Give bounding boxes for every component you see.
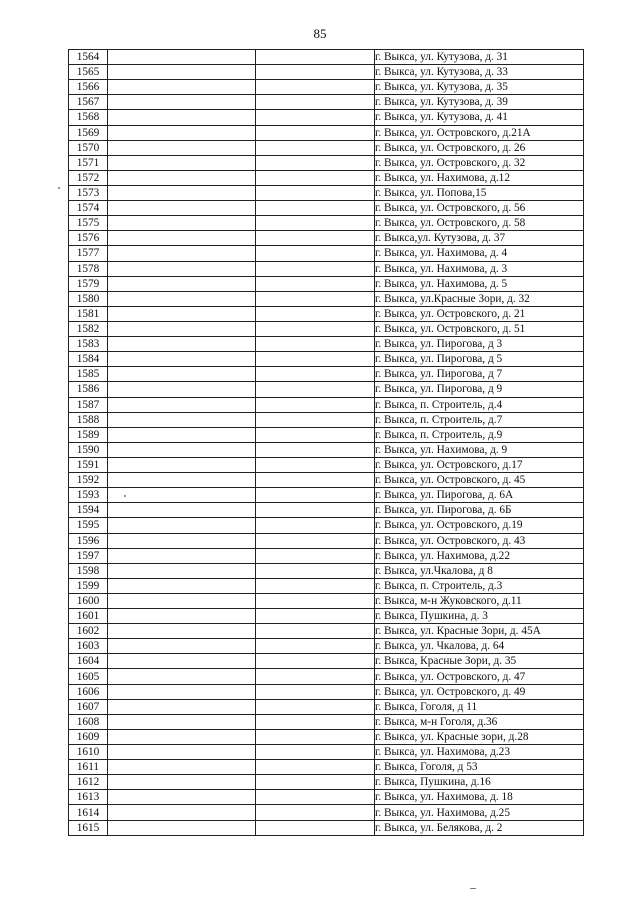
row-number-cell: 1574: [69, 201, 108, 216]
empty-cell: [108, 185, 256, 200]
empty-cell: [108, 50, 256, 65]
table-row: [69, 170, 584, 185]
row-number-cell: 1607: [69, 699, 108, 714]
row-number-cell: 1603: [69, 639, 108, 654]
row-number-cell: 1566: [69, 80, 108, 95]
address-cell: г. Выкса, ул. Пирогова, д 7: [375, 367, 584, 382]
table-row: [69, 306, 584, 321]
address-cell: г. Выкса, Пушкина, д. 3: [375, 609, 584, 624]
row-number-cell: 1613: [69, 790, 108, 805]
address-cell: г. Выкса, ул. Нахимова, д.23: [375, 745, 584, 760]
row-number-cell: 1575: [69, 216, 108, 231]
empty-cell: [256, 427, 375, 442]
empty-cell: [108, 503, 256, 518]
empty-cell: [256, 745, 375, 760]
address-cell: г. Выкса, ул.Красные Зори, д. 32: [375, 291, 584, 306]
empty-cell: [108, 442, 256, 457]
address-cell: г. Выкса, ул. Нахимова, д. 9: [375, 442, 584, 457]
row-number-cell: 1573: [69, 185, 108, 200]
empty-cell: [256, 457, 375, 472]
empty-cell: [108, 427, 256, 442]
empty-cell: [256, 548, 375, 563]
empty-cell: [256, 503, 375, 518]
empty-cell: [256, 125, 375, 140]
empty-cell: [108, 201, 256, 216]
table-row: [69, 231, 584, 246]
table-row: [69, 216, 584, 231]
empty-cell: [256, 699, 375, 714]
empty-cell: [256, 65, 375, 80]
address-cell: г. Выкса, ул. Пирогова, д 3: [375, 337, 584, 352]
table-row: [69, 714, 584, 729]
address-cell: г. Выкса, ул. Островского, д. 21: [375, 306, 584, 321]
table-row: [69, 246, 584, 261]
table-row: [69, 155, 584, 170]
table-row: [69, 352, 584, 367]
empty-cell: [256, 805, 375, 820]
address-cell: г. Выкса, ул. Островского, д. 51: [375, 321, 584, 336]
empty-cell: [256, 609, 375, 624]
row-number-cell: 1567: [69, 95, 108, 110]
page-number: 85: [313, 26, 327, 41]
table-row: [69, 488, 584, 503]
address-cell: г. Выкса, ул. Кутузова, д. 41: [375, 110, 584, 125]
address-cell: г. Выкса, Гоголя, д 53: [375, 760, 584, 775]
table-row: [69, 699, 584, 714]
address-cell: г. Выкса, ул. Белякова, д. 2: [375, 820, 584, 835]
empty-cell: [108, 246, 256, 261]
empty-cell: [108, 533, 256, 548]
row-number-cell: 1583: [69, 337, 108, 352]
table-row: [69, 820, 584, 835]
empty-cell: [108, 473, 256, 488]
empty-cell: [108, 306, 256, 321]
empty-cell: [256, 639, 375, 654]
empty-cell: [256, 276, 375, 291]
row-number-cell: 1587: [69, 397, 108, 412]
row-number-cell: 1584: [69, 352, 108, 367]
empty-cell: [108, 140, 256, 155]
empty-cell: [108, 775, 256, 790]
row-number-cell: 1568: [69, 110, 108, 125]
empty-cell: [256, 790, 375, 805]
table-row: [69, 367, 584, 382]
table-row: [69, 276, 584, 291]
empty-cell: [108, 155, 256, 170]
address-cell: г. Выкса, ул. Нахимова, д.12: [375, 170, 584, 185]
row-number-cell: 1578: [69, 261, 108, 276]
address-cell: г. Выкса, Красные Зори, д. 35: [375, 654, 584, 669]
scan-speck: [470, 888, 476, 889]
empty-cell: [256, 291, 375, 306]
empty-cell: [108, 412, 256, 427]
empty-cell: [256, 563, 375, 578]
empty-cell: [108, 518, 256, 533]
address-cell: г. Выкса,ул. Кутузова, д. 37: [375, 231, 584, 246]
empty-cell: [108, 261, 256, 276]
address-cell: г. Выкса, ул. Островского, д.19: [375, 518, 584, 533]
empty-cell: [256, 140, 375, 155]
empty-cell: [108, 760, 256, 775]
table-row: [69, 261, 584, 276]
address-cell: г. Выкса, ул. Кутузова, д. 33: [375, 65, 584, 80]
table-row: [69, 442, 584, 457]
empty-cell: [108, 609, 256, 624]
table-row: [69, 729, 584, 744]
empty-cell: [256, 110, 375, 125]
empty-cell: [256, 654, 375, 669]
table-row: [69, 65, 584, 80]
table-row: [69, 654, 584, 669]
empty-cell: [256, 473, 375, 488]
address-table: [68, 49, 584, 836]
empty-cell: [256, 397, 375, 412]
address-cell: г. Выкса, п. Строитель, д.7: [375, 412, 584, 427]
empty-cell: [108, 654, 256, 669]
empty-cell: [256, 578, 375, 593]
row-number-cell: 1593: [69, 488, 108, 503]
empty-cell: [256, 820, 375, 835]
scan-speck: [124, 495, 126, 497]
table-row: [69, 201, 584, 216]
address-cell: г. Выкса, ул. Нахимова, д. 3: [375, 261, 584, 276]
address-cell: г. Выкса, ул. Красные Зори, д. 45А: [375, 624, 584, 639]
address-cell: г. Выкса, п. Строитель, д.4: [375, 397, 584, 412]
row-number-cell: 1576: [69, 231, 108, 246]
address-cell: г. Выкса, ул. Нахимова, д.22: [375, 548, 584, 563]
table-row: [69, 50, 584, 65]
empty-cell: [108, 684, 256, 699]
row-number-cell: 1599: [69, 578, 108, 593]
address-cell: г. Выкса, Гоголя, д 11: [375, 699, 584, 714]
table-row: [69, 760, 584, 775]
row-number-cell: 1597: [69, 548, 108, 563]
empty-cell: [108, 170, 256, 185]
address-cell: г. Выкса, ул.Чкалова, д 8: [375, 563, 584, 578]
address-cell: г. Выкса, ул. Чкалова, д. 64: [375, 639, 584, 654]
address-cell: г. Выкса, ул. Островского, д. 43: [375, 533, 584, 548]
row-number-cell: 1577: [69, 246, 108, 261]
table-row: [69, 80, 584, 95]
empty-cell: [256, 337, 375, 352]
empty-cell: [108, 563, 256, 578]
address-cell: г. Выкса, ул. Пирогова, д. 6А: [375, 488, 584, 503]
empty-cell: [256, 729, 375, 744]
row-number-cell: 1594: [69, 503, 108, 518]
address-cell: г. Выкса, Пушкина, д.16: [375, 775, 584, 790]
empty-cell: [108, 790, 256, 805]
row-number-cell: 1609: [69, 729, 108, 744]
empty-cell: [108, 231, 256, 246]
empty-cell: [108, 745, 256, 760]
empty-cell: [256, 231, 375, 246]
table-row: [69, 397, 584, 412]
row-number-cell: 1592: [69, 473, 108, 488]
table-row: [69, 563, 584, 578]
address-cell: г. Выкса, ул. Нахимова, д. 18: [375, 790, 584, 805]
address-table-body: [69, 50, 584, 836]
row-number-cell: 1579: [69, 276, 108, 291]
empty-cell: [256, 80, 375, 95]
empty-cell: [108, 125, 256, 140]
empty-cell: [256, 321, 375, 336]
empty-cell: [108, 669, 256, 684]
row-number-cell: 1586: [69, 382, 108, 397]
table-row: [69, 412, 584, 427]
empty-cell: [256, 669, 375, 684]
empty-cell: [108, 382, 256, 397]
row-number-cell: 1614: [69, 805, 108, 820]
empty-cell: [108, 548, 256, 563]
table-row: [69, 669, 584, 684]
table-row: [69, 624, 584, 639]
empty-cell: [108, 337, 256, 352]
empty-cell: [108, 729, 256, 744]
address-cell: г. Выкса, ул. Кутузова, д. 39: [375, 95, 584, 110]
address-cell: г. Выкса, п. Строитель, д.9: [375, 427, 584, 442]
table-row: [69, 457, 584, 472]
empty-cell: [256, 593, 375, 608]
table-row: [69, 291, 584, 306]
empty-cell: [256, 684, 375, 699]
empty-cell: [256, 442, 375, 457]
address-cell: г. Выкса, ул. Нахимова, д.25: [375, 805, 584, 820]
empty-cell: [256, 95, 375, 110]
row-number-cell: 1598: [69, 563, 108, 578]
row-number-cell: 1582: [69, 321, 108, 336]
row-number-cell: 1569: [69, 125, 108, 140]
address-cell: г. Выкса, ул. Нахимова, д. 4: [375, 246, 584, 261]
empty-cell: [108, 276, 256, 291]
empty-cell: [256, 261, 375, 276]
empty-cell: [256, 155, 375, 170]
empty-cell: [108, 578, 256, 593]
empty-cell: [256, 216, 375, 231]
table-row: [69, 790, 584, 805]
table-row: [69, 593, 584, 608]
row-number-cell: 1600: [69, 593, 108, 608]
address-cell: г. Выкса, п. Строитель, д.3: [375, 578, 584, 593]
row-number-cell: 1610: [69, 745, 108, 760]
empty-cell: [256, 775, 375, 790]
empty-cell: [256, 412, 375, 427]
row-number-cell: 1571: [69, 155, 108, 170]
empty-cell: [108, 699, 256, 714]
address-cell: г. Выкса, ул. Островского, д.21А: [375, 125, 584, 140]
row-number-cell: 1612: [69, 775, 108, 790]
table-row: [69, 140, 584, 155]
scan-speck: [58, 187, 60, 189]
table-row: [69, 473, 584, 488]
row-number-cell: 1602: [69, 624, 108, 639]
address-cell: г. Выкса, ул. Попова,15: [375, 185, 584, 200]
empty-cell: [108, 457, 256, 472]
row-number-cell: 1596: [69, 533, 108, 548]
empty-cell: [108, 321, 256, 336]
empty-cell: [256, 50, 375, 65]
table-row: [69, 95, 584, 110]
address-cell: г. Выкса, ул. Пирогова, д 5: [375, 352, 584, 367]
row-number-cell: 1581: [69, 306, 108, 321]
row-number-cell: 1588: [69, 412, 108, 427]
empty-cell: [256, 382, 375, 397]
empty-cell: [108, 488, 256, 503]
row-number-cell: 1589: [69, 427, 108, 442]
row-number-cell: 1591: [69, 457, 108, 472]
row-number-cell: 1580: [69, 291, 108, 306]
empty-cell: [108, 624, 256, 639]
row-number-cell: 1605: [69, 669, 108, 684]
address-cell: г. Выкса, ул. Островского, д. 49: [375, 684, 584, 699]
address-cell: г. Выкса, м-н Гоголя, д.36: [375, 714, 584, 729]
address-cell: г. Выкса, м-н Жуковского, д.11: [375, 593, 584, 608]
table-row: [69, 427, 584, 442]
empty-cell: [256, 367, 375, 382]
table-row: [69, 639, 584, 654]
table-row: [69, 684, 584, 699]
table-row: [69, 533, 584, 548]
empty-cell: [108, 367, 256, 382]
address-cell: г. Выкса, ул. Островского, д. 26: [375, 140, 584, 155]
row-number-cell: 1590: [69, 442, 108, 457]
table-row: [69, 805, 584, 820]
empty-cell: [108, 216, 256, 231]
empty-cell: [108, 714, 256, 729]
address-cell: г. Выкса, ул. Островского, д.17: [375, 457, 584, 472]
row-number-cell: 1585: [69, 367, 108, 382]
table-row: [69, 775, 584, 790]
row-number-cell: 1611: [69, 760, 108, 775]
row-number-cell: 1606: [69, 684, 108, 699]
empty-cell: [108, 397, 256, 412]
table-row: [69, 548, 584, 563]
address-cell: г. Выкса, ул. Островского, д. 56: [375, 201, 584, 216]
table-row: [69, 337, 584, 352]
empty-cell: [108, 95, 256, 110]
row-number-cell: 1572: [69, 170, 108, 185]
empty-cell: [256, 624, 375, 639]
empty-cell: [256, 185, 375, 200]
row-number-cell: 1604: [69, 654, 108, 669]
empty-cell: [108, 805, 256, 820]
address-cell: г. Выкса, ул. Островского, д. 45: [375, 473, 584, 488]
empty-cell: [108, 352, 256, 367]
empty-cell: [256, 352, 375, 367]
empty-cell: [256, 246, 375, 261]
table-row: [69, 382, 584, 397]
table-row: [69, 321, 584, 336]
address-cell: г. Выкса, ул. Островского, д. 58: [375, 216, 584, 231]
empty-cell: [108, 639, 256, 654]
address-cell: г. Выкса, ул. Пирогова, д 9: [375, 382, 584, 397]
row-number-cell: 1595: [69, 518, 108, 533]
empty-cell: [256, 760, 375, 775]
empty-cell: [108, 80, 256, 95]
table-row: [69, 518, 584, 533]
empty-cell: [108, 110, 256, 125]
empty-cell: [256, 170, 375, 185]
table-row: [69, 745, 584, 760]
empty-cell: [108, 820, 256, 835]
table-row: [69, 110, 584, 125]
row-number-cell: 1565: [69, 65, 108, 80]
table-row: [69, 503, 584, 518]
empty-cell: [256, 306, 375, 321]
row-number-cell: 1615: [69, 820, 108, 835]
table-row: [69, 578, 584, 593]
row-number-cell: 1601: [69, 609, 108, 624]
empty-cell: [108, 65, 256, 80]
address-cell: г. Выкса, ул. Островского, д. 47: [375, 669, 584, 684]
address-cell: г. Выкса, ул. Пирогова, д. 6Б: [375, 503, 584, 518]
empty-cell: [256, 533, 375, 548]
table-row: [69, 609, 584, 624]
empty-cell: [108, 593, 256, 608]
address-cell: г. Выкса, ул. Островского, д. 32: [375, 155, 584, 170]
empty-cell: [108, 291, 256, 306]
empty-cell: [256, 518, 375, 533]
address-cell: г. Выкса, ул. Кутузова, д. 31: [375, 50, 584, 65]
empty-cell: [256, 201, 375, 216]
empty-cell: [256, 488, 375, 503]
address-cell: г. Выкса, ул. Красные зори, д.28: [375, 729, 584, 744]
address-cell: г. Выкса, ул. Кутузова, д. 35: [375, 80, 584, 95]
table-row: [69, 185, 584, 200]
empty-cell: [256, 714, 375, 729]
address-cell: г. Выкса, ул. Нахимова, д. 5: [375, 276, 584, 291]
row-number-cell: 1608: [69, 714, 108, 729]
row-number-cell: 1570: [69, 140, 108, 155]
row-number-cell: 1564: [69, 50, 108, 65]
table-row: [69, 125, 584, 140]
